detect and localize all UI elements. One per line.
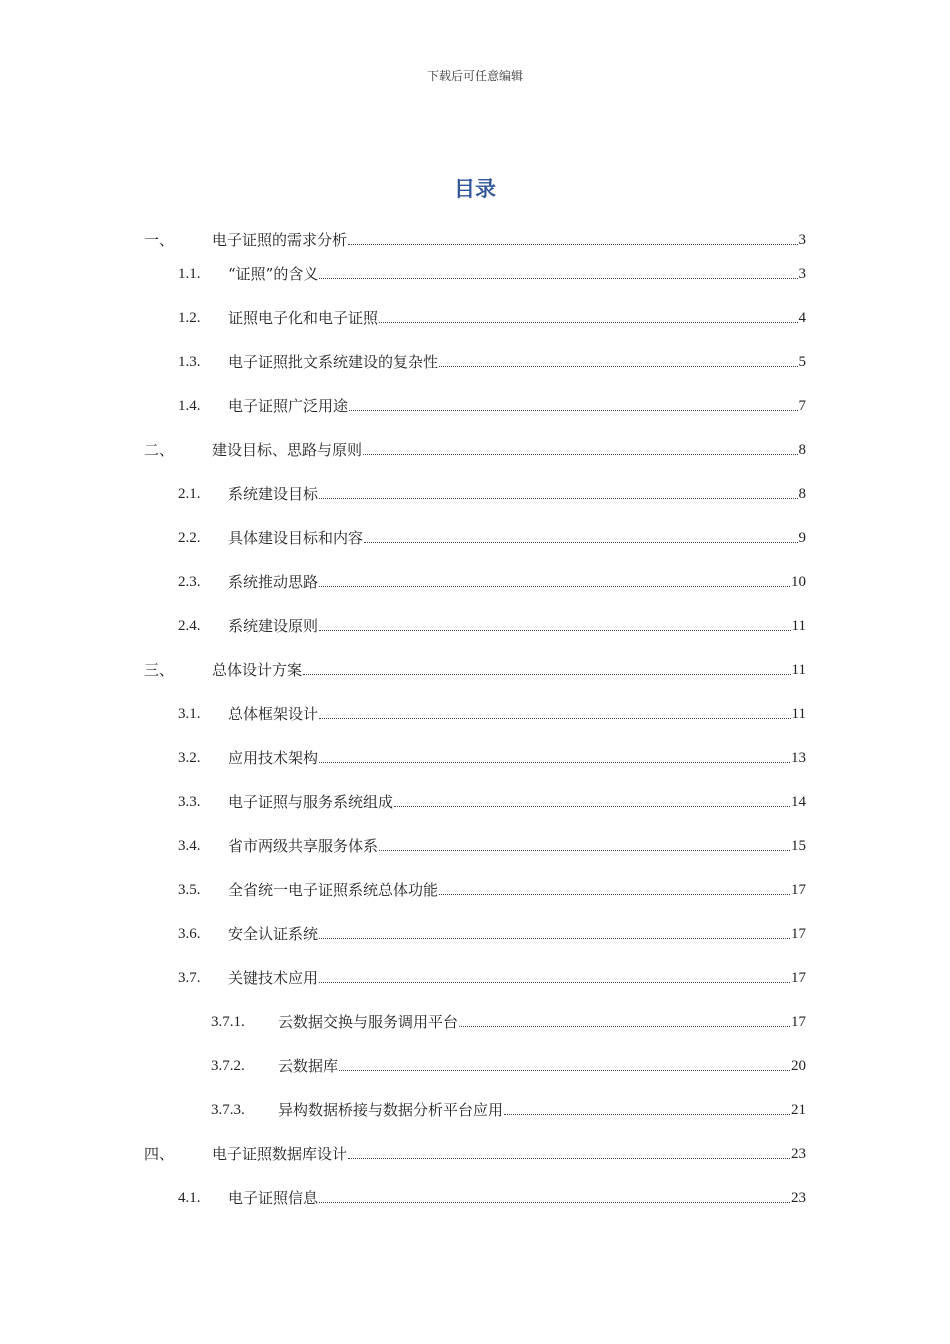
toc-entry[interactable] [211,1012,806,1032]
toc-number: 二、 [144,441,175,459]
toc-page-number: 8 [798,486,806,502]
dot-leader [319,278,797,279]
toc-number: 1.2. [178,310,201,326]
toc-entry[interactable] [144,660,806,680]
toc-entry[interactable] [211,1056,806,1076]
toc-entry[interactable] [178,572,806,592]
toc-label: 系统推动思路 [228,573,319,591]
dot-leader [364,542,797,543]
dot-leader [363,454,797,455]
toc-number: 3.7.1. [211,1014,245,1030]
toc-entry[interactable] [144,440,806,460]
toc-number: 2.1. [178,486,201,502]
toc-page-number: 23 [791,1146,806,1162]
dot-leader [303,674,791,675]
toc-label: 建设目标、思路与原则 [212,441,363,459]
toc-number: 3.5. [178,882,201,898]
dot-leader [379,850,790,851]
toc-page-number: 15 [791,838,806,854]
toc-page-number: 13 [791,750,806,766]
toc-page-number: 17 [791,970,806,986]
toc-label: 省市两级共享服务体系 [228,837,379,855]
toc-page-number: 21 [791,1102,806,1118]
dot-leader [459,1026,790,1027]
toc-label: 电子证照信息 [228,1189,319,1207]
dot-leader [379,322,797,323]
dot-leader [348,244,797,245]
toc-label: 电子证照与服务系统组成 [228,793,394,811]
dot-leader [348,1158,790,1159]
dot-leader [319,938,790,939]
toc-entry[interactable] [178,704,806,724]
toc-number: 2.3. [178,574,201,590]
dot-leader [394,806,790,807]
dot-leader [319,1202,790,1203]
toc-number: 3.3. [178,794,201,810]
toc-label: 具体建设目标和内容 [228,529,364,547]
toc-label: 系统建设原则 [228,617,319,635]
toc-page-number: 20 [791,1058,806,1074]
toc-label: 电子证照的需求分析 [212,231,348,249]
toc-label: 关键技术应用 [228,969,319,987]
toc-entry[interactable] [178,352,806,372]
toc-number: 3.7. [178,970,201,986]
toc-number: 2.4. [178,618,201,634]
toc-label: 电子证照批文系统建设的复杂性 [228,353,439,371]
dot-leader [319,762,790,763]
toc-page-number: 11 [791,706,806,722]
toc-entry[interactable] [144,230,806,250]
toc-page-number: 11 [791,662,806,678]
toc-page-number: 17 [791,1014,806,1030]
toc-page-number: 11 [791,618,806,634]
toc-entry[interactable] [178,308,806,328]
toc-number: 3.7.2. [211,1058,245,1074]
dot-leader [319,498,797,499]
toc-page-number: 17 [791,882,806,898]
toc-number: 4.1. [178,1190,201,1206]
toc-number: 3.4. [178,838,201,854]
toc-label: 证照电子化和电子证照 [228,309,379,327]
toc-entry[interactable] [144,1144,806,1164]
toc-entry[interactable] [178,396,806,416]
toc-label: 总体框架设计 [228,705,319,723]
toc-label: 电子证照广泛用途 [228,397,349,415]
toc-page-number: 8 [798,442,806,458]
dot-leader [319,718,791,719]
toc-entry[interactable] [178,528,806,548]
toc-entry[interactable] [178,1188,806,1208]
toc-number: 3.1. [178,706,201,722]
toc-number: 一、 [144,231,175,249]
toc-page-number: 3 [798,266,806,282]
dot-leader [319,630,791,631]
toc-label: 安全认证系统 [228,925,319,943]
toc-entry[interactable] [178,968,806,988]
toc-page-number: 5 [798,354,806,370]
toc-page-number: 17 [791,926,806,942]
dot-leader [349,410,797,411]
toc-number: 3.6. [178,926,201,942]
toc-label: 应用技术架构 [228,749,319,767]
toc-entry[interactable] [211,1100,806,1120]
toc-entry[interactable] [178,792,806,812]
toc-number: 2.2. [178,530,201,546]
toc-entry[interactable] [178,264,806,284]
page-header: 下载后可任意编辑 [426,69,523,83]
toc-entry[interactable] [178,924,806,944]
toc-page-number: 23 [791,1190,806,1206]
dot-leader [439,366,797,367]
toc-page-number: 14 [791,794,806,810]
toc-label: “证照”的含义 [228,265,319,283]
toc-page-number: 3 [798,232,806,248]
toc-label: 全省统一电子证照系统总体功能 [228,881,439,899]
toc-number: 3.2. [178,750,201,766]
toc-label: 异构数据桥接与数据分析平台应用 [278,1101,504,1119]
toc-page-number: 7 [798,398,806,414]
table-of-contents [0,230,950,1230]
toc-label: 云数据交换与服务调用平台 [278,1013,459,1031]
toc-number: 1.4. [178,398,201,414]
dot-leader [319,586,790,587]
dot-leader [339,1070,790,1071]
dot-leader [504,1114,790,1115]
toc-label: 云数据库 [278,1057,339,1075]
toc-number: 3.7.3. [211,1102,245,1118]
toc-page-number: 9 [798,530,806,546]
toc-number: 三、 [144,661,175,679]
toc-entry[interactable] [178,484,806,504]
dot-leader [319,982,790,983]
toc-number: 1.3. [178,354,201,370]
toc-label: 电子证照数据库设计 [212,1145,348,1163]
dot-leader [439,894,790,895]
toc-page-number: 10 [791,574,806,590]
toc-number: 1.1. [178,266,201,282]
toc-entry[interactable] [178,836,806,856]
toc-page-number: 4 [798,310,806,326]
toc-label: 系统建设目标 [228,485,319,503]
toc-title: 目录 [454,176,496,201]
toc-entry[interactable] [178,748,806,768]
toc-number: 四、 [144,1145,175,1163]
toc-entry[interactable] [178,880,806,900]
toc-entry[interactable] [178,616,806,636]
toc-label: 总体设计方案 [212,661,303,679]
